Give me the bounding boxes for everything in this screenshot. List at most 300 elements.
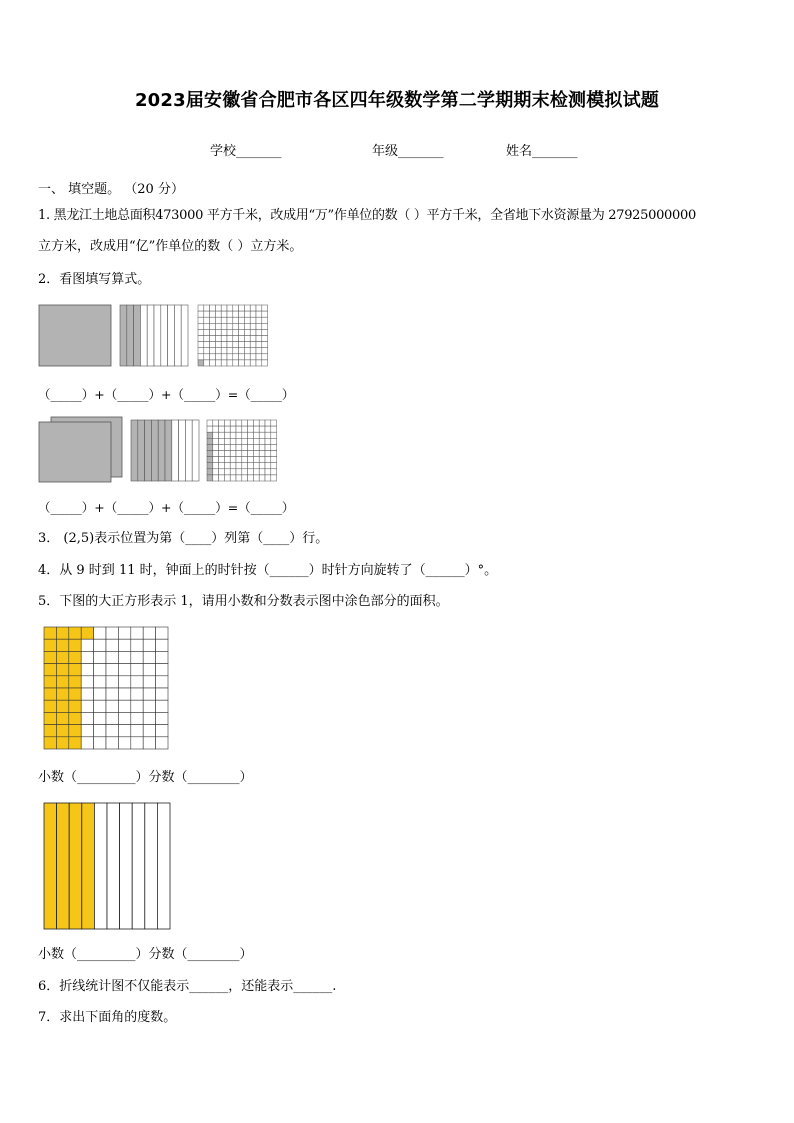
grid-cell: [118, 639, 130, 651]
hundredth-cell: [233, 342, 239, 348]
hundredth-cell: [239, 305, 245, 311]
hundredth-cell: [256, 342, 262, 348]
hundredth-cell: [198, 311, 204, 317]
hundredth-cell: [271, 444, 277, 450]
hundredth-cell: [265, 463, 271, 469]
grid-cell: [69, 627, 81, 639]
grid-cell: [56, 627, 68, 639]
grid-cell: [131, 676, 143, 688]
hundredth-cell: [221, 323, 227, 329]
hundredth-cell: [213, 444, 219, 450]
hundredth-cell: [215, 354, 221, 360]
grid-cell: [81, 737, 93, 749]
hundredth-cell: [236, 451, 242, 457]
hundredth-cell: [271, 426, 277, 432]
hundredth-cell: [244, 342, 250, 348]
page-title: 2023届安徽省合肥市各区四年级数学第二学期期末检测模拟试题: [134, 90, 660, 111]
hundredth-cell: [233, 305, 239, 311]
hundredth-cell: [221, 317, 227, 323]
hundredth-cell: [213, 451, 219, 457]
tenth-strip: [157, 803, 170, 929]
hundredth-cell: [262, 354, 268, 360]
hundredth-cell: [224, 426, 230, 432]
grid-cell: [106, 688, 118, 700]
grid-cell: [156, 700, 168, 712]
hundredth-cell: [248, 438, 254, 444]
hundredth-cell: [250, 305, 256, 311]
hundredth-cell: [248, 432, 254, 438]
hundredth-cell: [250, 317, 256, 323]
grid-cell: [81, 627, 93, 639]
hundredth-cell: [227, 342, 233, 348]
hundredth-cell: [230, 420, 236, 426]
hundredth-cell: [207, 457, 213, 463]
grid-cell: [118, 651, 130, 663]
hundredth-cell: [204, 305, 210, 311]
hundredth-cell: [244, 360, 250, 366]
name-field: 姓名_______: [506, 144, 578, 159]
grid-cell: [94, 725, 106, 737]
grid-cell: [69, 688, 81, 700]
hundredth-cell: [227, 348, 233, 354]
hundredth-cell: [253, 451, 259, 457]
grid-cell: [81, 651, 93, 663]
grid-cell: [143, 639, 155, 651]
grid-cell: [118, 688, 130, 700]
hundredth-cell: [230, 444, 236, 450]
hundredth-cell: [204, 329, 210, 335]
grid-cell: [131, 725, 143, 737]
hundredth-cell: [204, 317, 210, 323]
hundredth-cell: [262, 360, 268, 366]
hundredth-cell: [219, 463, 225, 469]
hundredth-cell: [207, 451, 213, 457]
tenth-strip: [94, 803, 107, 929]
hundredth-cell: [230, 463, 236, 469]
hundredth-cell: [248, 451, 254, 457]
grid-cell: [156, 664, 168, 676]
tenth-strip: [134, 305, 141, 366]
grid-cell: [156, 627, 168, 639]
grid-cell: [69, 639, 81, 651]
hundredth-cell: [253, 426, 259, 432]
hundredth-cell: [213, 426, 219, 432]
hundredth-cell: [230, 457, 236, 463]
grid-cell: [131, 712, 143, 724]
hundredth-cell: [207, 463, 213, 469]
hundredth-cell: [210, 354, 216, 360]
hundredth-cell: [224, 469, 230, 475]
grid-cell: [156, 725, 168, 737]
hundredth-cell: [256, 317, 262, 323]
hundredth-cell: [230, 451, 236, 457]
hundredth-cell: [248, 420, 254, 426]
grid-cell: [143, 676, 155, 688]
hundredth-cell: [271, 457, 277, 463]
grid-cell: [118, 700, 130, 712]
hundredth-cell: [207, 475, 213, 481]
grid-cell: [106, 700, 118, 712]
hundredth-cell: [198, 305, 204, 311]
hundredth-cell: [271, 432, 277, 438]
hundredth-cell: [259, 420, 265, 426]
hundredth-cell: [215, 323, 221, 329]
hundredth-cell: [215, 317, 221, 323]
grid-cell: [156, 688, 168, 700]
hundredth-cell: [239, 311, 245, 317]
grid-cell: [143, 712, 155, 724]
grid-cell: [44, 700, 56, 712]
grid-cell: [143, 651, 155, 663]
hundredth-cell: [250, 329, 256, 335]
hundredth-cell: [215, 342, 221, 348]
grid-cell: [44, 676, 56, 688]
hundredth-cell: [198, 348, 204, 354]
hundredth-cell: [221, 360, 227, 366]
grid-cell: [44, 737, 56, 749]
hundredth-cell: [242, 444, 248, 450]
grid-cell: [118, 712, 130, 724]
hundredth-cell: [256, 329, 262, 335]
hundredth-cell: [259, 432, 265, 438]
tenth-strip: [127, 305, 134, 366]
hundredth-cell: [204, 360, 210, 366]
grid-cell: [56, 700, 68, 712]
question-5: 5．下图的大正方形表示 1，请用小数和分数表示图中涂色部分的面积。: [38, 594, 449, 609]
hundredth-cell: [207, 432, 213, 438]
grid-cell: [94, 639, 106, 651]
hundredth-cell: [253, 463, 259, 469]
grid-cell: [106, 676, 118, 688]
grid-cell: [131, 700, 143, 712]
tenth-strip: [165, 420, 172, 481]
grid-cell: [44, 651, 56, 663]
hundredth-cell: [221, 342, 227, 348]
hundredth-cell: [256, 354, 262, 360]
grid-cell: [156, 639, 168, 651]
hundredth-cell: [239, 354, 245, 360]
hundredth-cell: [210, 317, 216, 323]
hundredth-cell: [242, 451, 248, 457]
grid-cell: [143, 737, 155, 749]
hundredth-cell: [210, 329, 216, 335]
hundredth-cell: [213, 420, 219, 426]
tenth-strip: [161, 305, 168, 366]
hundredth-cell: [265, 469, 271, 475]
hundredth-cell: [244, 323, 250, 329]
whole-square: [39, 305, 111, 366]
grid-cell: [143, 725, 155, 737]
hundredth-cell: [230, 469, 236, 475]
grid-cell: [81, 664, 93, 676]
hundredth-cell: [210, 348, 216, 354]
hundredth-cell: [219, 432, 225, 438]
hundredth-cell: [213, 457, 219, 463]
grid-cell: [106, 639, 118, 651]
question-2: 2．看图填写算式。: [38, 272, 151, 287]
hundredth-cell: [244, 348, 250, 354]
hundredth-cell: [204, 336, 210, 342]
grid-cell: [131, 737, 143, 749]
hundredth-cell: [250, 354, 256, 360]
hundredth-cell: [236, 475, 242, 481]
hundredth-cell: [265, 475, 271, 481]
grid-cell: [69, 676, 81, 688]
hundredth-cell: [271, 469, 277, 475]
hundredth-cell: [227, 305, 233, 311]
hundredth-cell: [244, 336, 250, 342]
hundredth-cell: [250, 311, 256, 317]
hundredth-cell: [215, 348, 221, 354]
hundredth-cell: [204, 342, 210, 348]
hundredth-cell: [256, 311, 262, 317]
hundredth-cell: [259, 457, 265, 463]
hundredth-cell: [256, 323, 262, 329]
question-4: 4．从 9 时到 11 时，钟面上的时针按（______）时针方向旋转了（______）°。: [38, 563, 498, 578]
hundredth-cell: [239, 323, 245, 329]
hundredth-cell: [221, 329, 227, 335]
grid-cell: [106, 725, 118, 737]
hundredth-cell: [219, 451, 225, 457]
hundredth-cell: [256, 336, 262, 342]
hundredth-cell: [224, 463, 230, 469]
grid-cell: [56, 725, 68, 737]
question-6: 6．折线统计图不仅能表示______，还能表示______.: [38, 979, 337, 994]
grid-cell: [131, 639, 143, 651]
hundredth-cell: [239, 336, 245, 342]
hundredth-cell: [244, 354, 250, 360]
hundredth-cell: [227, 311, 233, 317]
grid-cell: [106, 664, 118, 676]
hundredth-cell: [248, 475, 254, 481]
grid-cell: [81, 639, 93, 651]
school-field: 学校_______: [210, 144, 282, 159]
hundredth-cell: [213, 438, 219, 444]
hundredth-cell: [227, 354, 233, 360]
hundredth-cell: [265, 457, 271, 463]
hundredth-cell: [233, 360, 239, 366]
hundredth-cell: [242, 438, 248, 444]
grid-cell: [156, 676, 168, 688]
hundredth-cell: [221, 311, 227, 317]
hundredth-cell: [227, 317, 233, 323]
hundredth-cell: [256, 305, 262, 311]
hundredth-cell: [236, 438, 242, 444]
grid-cell: [69, 664, 81, 676]
hundredth-cell: [239, 360, 245, 366]
tenth-strip: [181, 305, 188, 366]
hundredth-cell: [271, 451, 277, 457]
hundredth-cell: [219, 444, 225, 450]
hundredth-cell: [250, 360, 256, 366]
hundredth-cell: [221, 354, 227, 360]
tenth-strip: [192, 420, 199, 481]
tenth-strip: [138, 420, 145, 481]
hundredth-cell: [253, 444, 259, 450]
hundredth-cell: [221, 348, 227, 354]
hundredth-cell: [253, 469, 259, 475]
hundredth-cell: [253, 420, 259, 426]
hundredth-cell: [262, 348, 268, 354]
hundredth-cell: [262, 305, 268, 311]
hundredth-cell: [248, 463, 254, 469]
hundredth-cell: [262, 323, 268, 329]
hundredth-cell: [265, 432, 271, 438]
hundredth-cell: [233, 354, 239, 360]
hundredth-cell: [242, 469, 248, 475]
tenth-strip: [147, 305, 154, 366]
hundredth-cell: [233, 317, 239, 323]
hundredth-cell: [242, 457, 248, 463]
hundredth-cell: [250, 336, 256, 342]
tenth-strip: [145, 803, 158, 929]
hundredth-cell: [242, 463, 248, 469]
grid-cell: [56, 676, 68, 688]
tenth-strip: [168, 305, 175, 366]
hundredth-cell: [239, 348, 245, 354]
grid-cell: [44, 688, 56, 700]
question-5-answer-2: 小数（_________）分数（________）: [38, 947, 253, 962]
hundredth-cell: [219, 457, 225, 463]
grid-cell: [118, 676, 130, 688]
grid-cell: [143, 664, 155, 676]
question-7: 7．求出下面角的度数。: [38, 1010, 177, 1025]
tenth-strip: [140, 305, 147, 366]
grid-cell: [106, 737, 118, 749]
hundredth-cell: [198, 323, 204, 329]
question-1-line-1: 1. 黑龙江土地总面积473000 平方千米，改成用“万”作单位的数（ ）平方千米，全省地下水资源量为 27925000000: [38, 208, 696, 223]
grid-cell: [118, 664, 130, 676]
grid-cell: [81, 700, 93, 712]
grade-field: 年级_______: [372, 144, 444, 159]
hundredth-cell: [204, 311, 210, 317]
grid-cell: [69, 737, 81, 749]
hundredth-cell: [224, 475, 230, 481]
hundredth-cell: [256, 360, 262, 366]
hundredth-cell: [242, 420, 248, 426]
hundredth-cell: [239, 329, 245, 335]
hundredth-cell: [244, 305, 250, 311]
tenth-strip: [82, 803, 95, 929]
grid-cell: [94, 700, 106, 712]
hundredth-cell: [253, 457, 259, 463]
hundredth-cell: [207, 444, 213, 450]
grid-cell: [94, 651, 106, 663]
hundredth-cell: [242, 475, 248, 481]
hundredth-cell: [259, 426, 265, 432]
hundredth-cell: [248, 444, 254, 450]
grid-cell: [81, 688, 93, 700]
tenth-strip: [154, 305, 161, 366]
grid-cell: [94, 664, 106, 676]
hundredth-cell: [215, 360, 221, 366]
hundredth-cell: [236, 457, 242, 463]
hundredth-cell: [239, 342, 245, 348]
tenth-strip: [145, 420, 152, 481]
hundredth-cell: [204, 323, 210, 329]
hundredth-cell: [233, 336, 239, 342]
hundredth-cell: [262, 342, 268, 348]
hundredth-cell: [215, 305, 221, 311]
hundredth-cell: [230, 438, 236, 444]
hundredth-cell: [210, 305, 216, 311]
hundredth-cell: [262, 336, 268, 342]
grid-cell: [156, 712, 168, 724]
hundredth-cell: [230, 475, 236, 481]
section-heading: 一、 填空题。 （20 分）: [38, 182, 184, 197]
grid-cell: [131, 627, 143, 639]
hundredth-cell: [227, 360, 233, 366]
hundredth-cell: [219, 475, 225, 481]
grid-cell: [156, 651, 168, 663]
hundredth-cell: [259, 438, 265, 444]
hundredth-cell: [265, 426, 271, 432]
hundredth-cell: [262, 317, 268, 323]
hundredth-cell: [244, 329, 250, 335]
hundredth-cell: [213, 432, 219, 438]
grid-cell: [81, 712, 93, 724]
grid-cell: [81, 725, 93, 737]
tenth-strip: [57, 803, 70, 929]
grid-cell: [94, 712, 106, 724]
grid-cell: [56, 664, 68, 676]
grid-cell: [56, 688, 68, 700]
hundredth-cell: [230, 426, 236, 432]
question-2-equation-2: （_____）+（_____）+（_____）=（_____）: [38, 500, 295, 515]
hundredth-cell: [227, 323, 233, 329]
hundredth-cell: [242, 432, 248, 438]
hundredth-cell: [271, 463, 277, 469]
hundredth-cell: [210, 323, 216, 329]
hundredth-cell: [198, 342, 204, 348]
hundredth-cell: [262, 311, 268, 317]
question-5-answer-1: 小数（_________）分数（________）: [38, 770, 253, 785]
hundredth-cell: [253, 438, 259, 444]
hundredth-cell: [224, 444, 230, 450]
hundredth-cell: [210, 360, 216, 366]
hundredth-cell: [265, 444, 271, 450]
tenth-strip: [132, 803, 145, 929]
tenth-strip: [44, 803, 57, 929]
hundredth-cell: [233, 323, 239, 329]
grid-cell: [118, 627, 130, 639]
hundredth-cell: [265, 420, 271, 426]
hundredth-cell: [227, 329, 233, 335]
tenth-strip: [174, 305, 181, 366]
hundredth-cell: [259, 469, 265, 475]
tenth-strip: [185, 420, 192, 481]
tenth-strip: [158, 420, 165, 481]
hundredth-cell: [204, 354, 210, 360]
hundredth-cell: [236, 463, 242, 469]
grid-cell: [69, 700, 81, 712]
hundredth-cell: [215, 329, 221, 335]
hundredth-cell: [271, 438, 277, 444]
hundredth-cell: [256, 348, 262, 354]
hundredth-cell: [198, 354, 204, 360]
hundredth-cell: [271, 420, 277, 426]
grid-cell: [156, 737, 168, 749]
grid-cell: [106, 627, 118, 639]
hundredth-cell: [250, 323, 256, 329]
grid-cell: [143, 627, 155, 639]
hundredth-cell: [221, 336, 227, 342]
tenth-strip: [131, 420, 138, 481]
whole-square-front: [39, 422, 111, 482]
hundredth-cell: [198, 329, 204, 335]
hundredth-cell: [219, 420, 225, 426]
hundredth-cell: [244, 311, 250, 317]
